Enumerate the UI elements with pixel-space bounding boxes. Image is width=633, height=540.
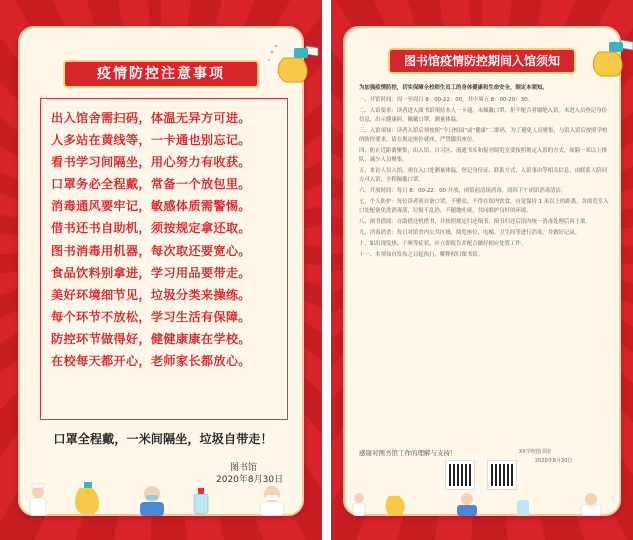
notice-item: 一、开馆时间：周一至周日 8：00-22：00，其中周五 8：00-20：30。 bbox=[359, 97, 533, 103]
notice-item: 五、来访人员入馆，须在入口处测量体温，登记身份证、联系方式，入馆事由等相关信息，由联系人陪同方可入馆，全程佩戴口罩。 bbox=[359, 168, 607, 183]
slogan: 口罩全程戴，一米间隔坐，垃圾自带走！ bbox=[53, 432, 273, 446]
rule-line: 人多站在黄线等，一卡通也别忘记。 bbox=[51, 133, 251, 148]
notice-item: 七、个人防护：每位读者须自备口罩，不聚众，不得在馆内饮食，自觉保持 1 米以上的距离，各阅览室入口处配备免洗消毒液，垃圾不乱扔，不随地吐痰，共同维护良好的环境。 bbox=[359, 199, 609, 214]
rule-line: 每个环节不放松，学习生活有保障。 bbox=[51, 309, 251, 324]
rule-line: 借书还书自助机，须按规定拿还取。 bbox=[51, 221, 251, 236]
notice-item: 十一、本须知自发布之日起执行，解释权归图书馆。 bbox=[359, 252, 483, 258]
sanitizer-bottle-figure bbox=[194, 488, 208, 514]
notice-issuer: XX学校图书馆 bbox=[519, 449, 551, 455]
spray-bottle-figure bbox=[75, 482, 99, 514]
notice-item: 十、如出现发热、干咳等症状，应立即报告并配合做好相应处置工作。 bbox=[359, 241, 527, 247]
issue-date: 2020年8月30日 bbox=[216, 475, 284, 485]
rule-line: 在校每天都开心，老师家长都放心。 bbox=[51, 354, 251, 369]
notice-lead: 为加强疫情防控，切实保障全校师生员工的身体健康和生命安全，制定本须知。 bbox=[359, 85, 548, 91]
masked-person-figure bbox=[457, 493, 477, 516]
rule-line: 口罩务必全程戴，常备一个放包里。 bbox=[51, 177, 251, 192]
rule-line: 食品饮料别拿进，学习用品要带走。 bbox=[51, 265, 251, 280]
rule-line: 防控环节做得好，健健康康在学校。 bbox=[51, 331, 251, 346]
left-poster-title: 疫情防控注意事项 bbox=[63, 60, 259, 88]
notice-item: 二、入馆要求：读者进入图书馆须持本人一卡通，未佩戴口罩、拒不配合者谢绝入馆。未进入员登记身份信息，出示健康码，佩戴口罩，测量体温。 bbox=[359, 108, 607, 123]
notice-item: 六、开放时间：每日 8：00-22：00 开放，闭馆前清场消毒。周四下午闭馆消毒清洁。 bbox=[359, 188, 567, 194]
disinfectant-sprayer-icon bbox=[581, 36, 633, 80]
notice-date: 2020年8月30日 bbox=[535, 458, 573, 464]
notice-item: 八、图书借阅：自助借还机借书，并按照规定归还图书，图书归还后馆内统一消毒处理后再上架。 bbox=[359, 219, 591, 225]
qr-code-icon bbox=[445, 460, 475, 490]
right-poster-card bbox=[343, 26, 621, 516]
spray-bottle-figure bbox=[386, 496, 405, 516]
notice-item: 九、消毒消杀：每日对馆舍内公共区域、阅览座位、电梯、卫生间等进行消毒，并做好记录。 bbox=[359, 230, 581, 236]
notice-body bbox=[359, 84, 611, 262]
masked-person-figure bbox=[140, 486, 164, 516]
nurse-figure bbox=[30, 484, 46, 516]
doctor-figure bbox=[260, 486, 284, 516]
sanitizer-bottle-figure bbox=[517, 500, 529, 516]
medical-staff-illustration bbox=[22, 482, 304, 516]
notice-item: 四、防止近距离聚集，出入馆、自习区、流通书库和报刊阅览室要按照规定入馆的方式，间隔一米以上排队，减少人员聚集。 bbox=[359, 148, 607, 163]
disinfectant-sprayer-icon bbox=[266, 42, 320, 86]
qr-code-icon bbox=[487, 460, 517, 490]
rule-line: 图书消毒用机器，每次取还要宽心。 bbox=[51, 243, 251, 258]
rule-line: 出入馆舍需扫码，体温无异方可进。 bbox=[51, 111, 251, 125]
thanks-note: 感谢对图书馆工作的理解与支持！ bbox=[359, 449, 457, 457]
rules-list bbox=[40, 98, 288, 420]
medical-staff-illustration bbox=[347, 490, 621, 516]
rule-line: 看书学习间隔坐，用心努力有收获。 bbox=[51, 155, 251, 170]
doctor-figure bbox=[581, 493, 601, 516]
right-poster-title: 图书馆疫情防控期间入馆须知 bbox=[388, 48, 576, 74]
nurse-figure bbox=[353, 493, 365, 516]
issuer-name: 图书馆 bbox=[230, 463, 258, 473]
left-poster-card bbox=[18, 26, 304, 516]
rule-line: 消毒通风要牢记，敏感体质需警惕。 bbox=[51, 199, 251, 214]
notice-item: 三、入馆须知：读者入馆后须按照“今日校园”或“健康”二维码，为了避免人员聚集，与馆入馆后按照学校的防控要求，请在规定座位就座，严禁挪用座位。 bbox=[359, 128, 608, 143]
rule-line: 美好环境细节见，垃圾分类来操练。 bbox=[51, 287, 251, 302]
right-poster bbox=[331, 0, 633, 540]
